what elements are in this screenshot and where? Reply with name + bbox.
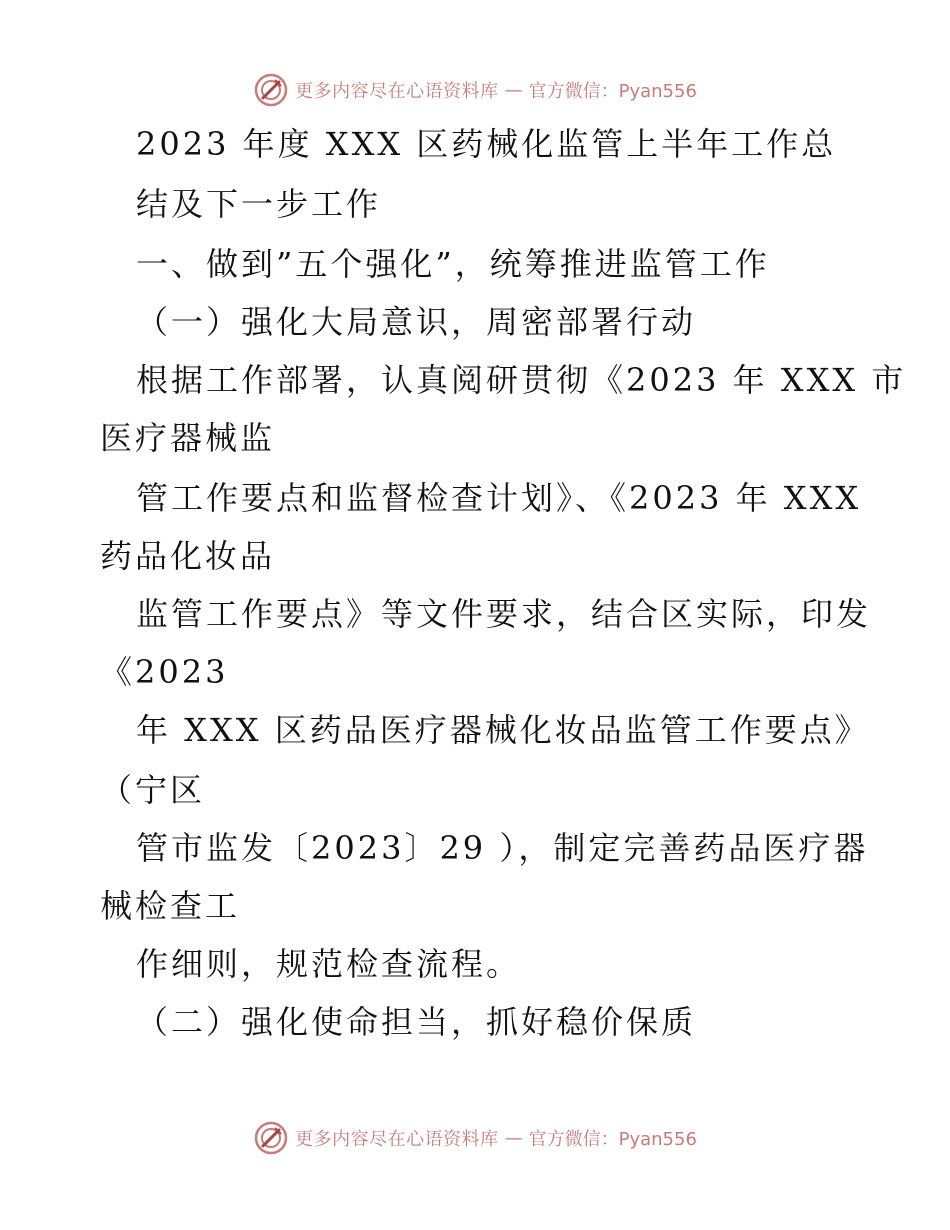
doc-line: 械检查工	[100, 887, 241, 925]
watermark-header	[0, 70, 950, 110]
doc-line: 《2023	[100, 653, 229, 691]
doc-line: 根据工作部署，认真阅研贯彻《2023 年 XXX 市	[136, 361, 907, 399]
doc-line: 监管工作要点》等文件要求，结合区实际，印发	[136, 595, 872, 633]
doc-line: 医疗器械监	[100, 419, 276, 457]
doc-line: （二）强化使命担当，抓好稳价保质	[136, 1003, 697, 1041]
watermark-logo-icon	[253, 1120, 289, 1156]
doc-line: 作细则，规范检查流程。	[136, 945, 522, 983]
doc-line: 一、做到”五个强化”，统筹推进监管工作	[136, 245, 770, 283]
watermark-footer	[0, 1118, 950, 1158]
doc-line: 结及下一步工作	[136, 185, 382, 223]
watermark-text: 更多内容尽在心语资料库	[295, 81, 499, 102]
watermark-logo-icon	[253, 72, 289, 108]
watermark-text: 更多内容尽在心语资料库	[295, 1129, 499, 1150]
doc-line: （一）强化大局意识，周密部署行动	[136, 303, 697, 341]
doc-line: 年 XXX 区药品医疗器械化妆品监管工作要点》	[136, 711, 870, 749]
doc-line: 管工作要点和监督检查计划》、《2023 年 XXX	[136, 479, 862, 517]
doc-line: 2023 年度 XXX 区药械化监管上半年工作总	[136, 125, 837, 163]
doc-line: 管市监发〔2023〕29 ），制定完善药品医疗器	[136, 829, 869, 867]
watermark-separator: —	[504, 79, 523, 101]
watermark-official: 官方微信：Pyan556	[528, 1129, 697, 1150]
doc-line: （宁区	[100, 771, 206, 809]
watermark-separator: —	[504, 1127, 523, 1149]
watermark-official: 官方微信：Pyan556	[528, 81, 697, 102]
doc-line: 药品化妆品	[100, 537, 276, 575]
